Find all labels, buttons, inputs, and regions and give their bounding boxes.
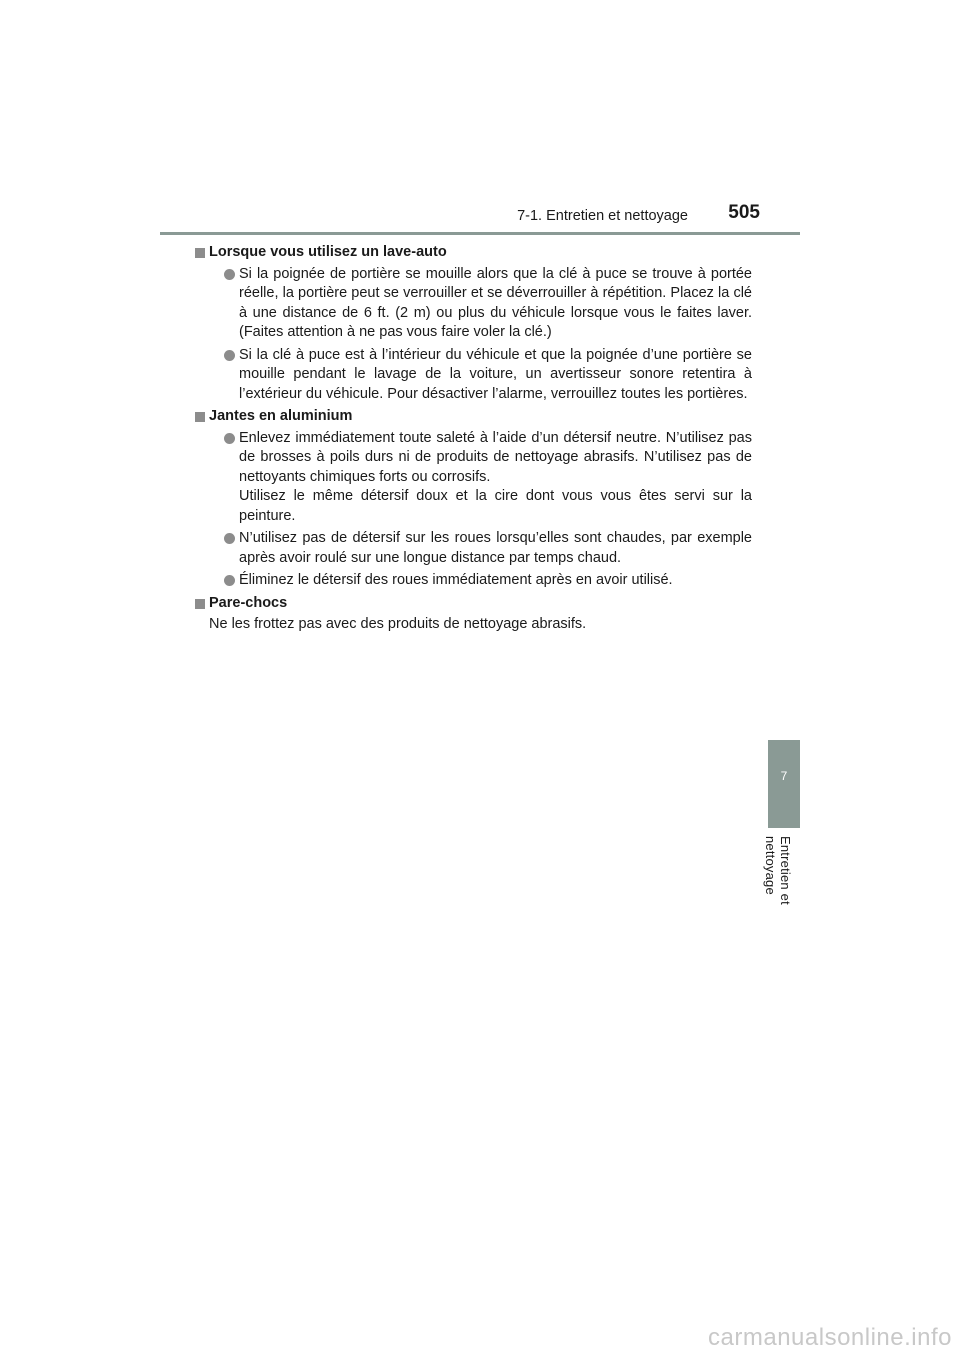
circle-bullet-icon [224, 533, 235, 544]
circle-bullet-icon [224, 575, 235, 586]
list-item [209, 529, 752, 568]
list-item [209, 346, 752, 405]
page-body [209, 243, 752, 638]
circle-bullet-icon [224, 350, 235, 361]
list-item-text-continued: Utilisez le même détersif doux et la cire dont vous vous êtes servi sur la peinture. [239, 488, 752, 524]
list-item-text: Si la clé à puce est à l’intérieur du véhicule et que la poignée d’une portière se mouille pendant le lavage de la voiture, un avertisseur sonore retentira à l’extérieur du véhicule. Pour désactiver l’alarme, verrouillez toutes les portières. [239, 346, 752, 402]
chapter-tab [768, 740, 800, 828]
watermark: carmanualsonline.info [708, 1324, 952, 1351]
list-item-text: N’utilisez pas de détersif sur les roues lorsqu’elles sont chaudes, par exemple après avoir roulé sur une longue distance par temps chaud. [239, 530, 752, 566]
section-text: Ne les frottez pas avec des produits de nettoyage abrasifs. [209, 616, 587, 632]
section-heading [209, 243, 752, 263]
list-item-text: Éliminez le détersif des roues immédiatement après en avoir utilisé. [239, 572, 673, 588]
square-bullet-icon [195, 248, 205, 258]
section-heading [209, 407, 752, 427]
list-item-text: Enlevez immédiatement toute saleté à l’aide d’un détersif neutre. N’utilisez pas de brosses à poils durs ni de produits de nettoyage abrasifs. N’utilisez pas de nettoyants chimiques forts ou corrosifs. [239, 429, 752, 485]
section-title: Pare-chocs [209, 594, 288, 611]
section-bumpers [209, 594, 752, 635]
list-item-text: Si la poignée de portière se mouille alors que la clé à puce se trouve à portée réelle, la portière peut se verrouiller et se déverrouiller à répétition. Placez la clé à une distance de 6 ft. (2 m) ou plus du véhicule lorsque vous le faites laver. (Faites attention à ne pas vous faire voler la clé.) [239, 265, 752, 340]
page-header [160, 200, 800, 232]
list-item [209, 571, 752, 591]
section-title: Jantes en aluminium [209, 408, 353, 424]
chapter-label: Entretien et nettoyage [763, 836, 793, 905]
list-item [209, 429, 752, 527]
square-bullet-icon [195, 599, 205, 609]
circle-bullet-icon [224, 269, 235, 280]
list-item [209, 265, 752, 343]
header-divider [160, 232, 800, 235]
section-aluminium-wheels [209, 407, 752, 591]
header-section-title: 7-1. Entretien et nettoyage [517, 208, 688, 224]
section-title: Lorsque vous utilisez un lave-auto [209, 244, 447, 260]
section-heading [209, 594, 752, 614]
section-car-wash [209, 243, 752, 404]
square-bullet-icon [195, 412, 205, 422]
circle-bullet-icon [224, 433, 235, 444]
page-number: 505 [728, 202, 760, 223]
chapter-number: 7 [780, 769, 788, 783]
